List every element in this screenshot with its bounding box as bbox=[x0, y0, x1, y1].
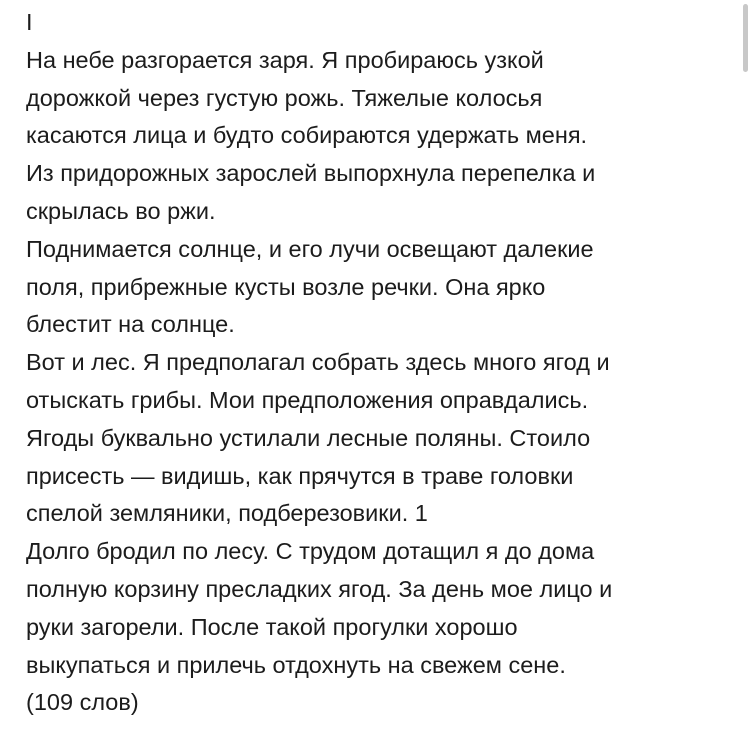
text-line: Из придорожных зарослей выпорхнула перепелка и bbox=[26, 160, 596, 187]
text-line: касаются лица и будто собираются удержать меня. bbox=[26, 122, 588, 149]
text-line: Ягоды буквально устилали лесные поляны. Стоило bbox=[26, 424, 591, 451]
text-line: блестит на солнце. bbox=[26, 311, 235, 338]
text-line: выкупаться и прилечь отдохнуть на свежем сене. bbox=[26, 651, 566, 678]
word-count: (109 слов) bbox=[26, 689, 139, 716]
text-line: дорожкой через густую рожь. Тяжелые колосья bbox=[26, 84, 543, 111]
text-line: поля, прибрежные кусты возле речки. Она ярко bbox=[26, 273, 546, 300]
text-line: руки загорели. После такой прогулки хорошо bbox=[26, 613, 518, 640]
text-line: На небе разгорается заря. Я пробираюсь узкой bbox=[26, 46, 544, 73]
text-line: Поднимается солнце, и его лучи освещают далекие bbox=[26, 235, 594, 262]
text-line: полную корзину пресладких ягод. За день мое лицо и bbox=[26, 575, 613, 602]
section-heading: I bbox=[26, 9, 33, 35]
scrollbar[interactable] bbox=[740, 0, 750, 750]
text-line: отыскать грибы. Мои предположения оправдались. bbox=[26, 386, 589, 413]
text-line: скрылась во ржи. bbox=[26, 197, 216, 224]
text-line: Вот и лес. Я предполагал собрать здесь много ягод и bbox=[26, 349, 610, 376]
text-line: спелой земляники, подберезовики. 1 bbox=[26, 500, 428, 527]
scrollbar-thumb[interactable] bbox=[743, 4, 748, 72]
text-line: Долго бродил по лесу. С трудом дотащил я до дома bbox=[26, 538, 595, 565]
text-line: присесть — видишь, как прячутся в траве головки bbox=[26, 462, 574, 489]
